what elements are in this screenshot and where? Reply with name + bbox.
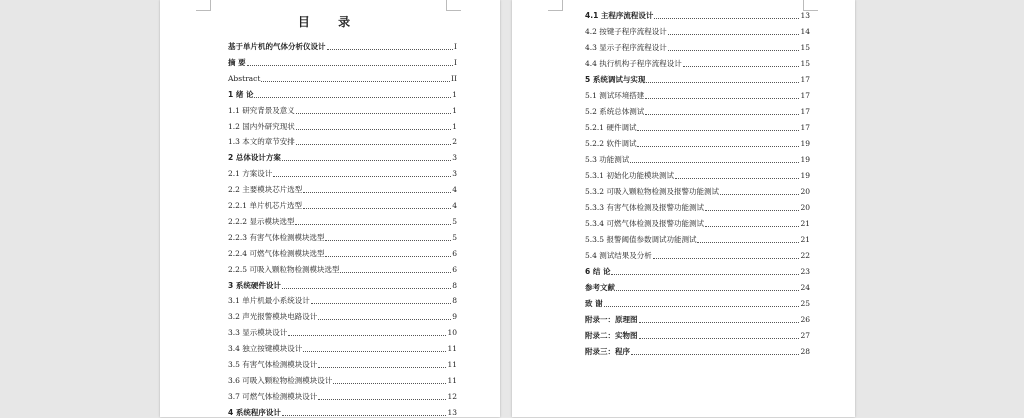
toc-leader-dots (630, 162, 799, 163)
toc-entry[interactable] (228, 40, 457, 52)
toc-leader-dots (654, 18, 799, 19)
toc-leader-dots (318, 367, 446, 368)
toc-entry-page: 11 (447, 344, 457, 354)
crop-mark (196, 0, 211, 11)
toc-entry[interactable] (585, 265, 810, 277)
toc-entry[interactable] (228, 390, 457, 402)
toc-entry-title: 基于单片机的气体分析仪设计 (228, 42, 326, 51)
document-page-left (160, 0, 500, 417)
toc-entry[interactable] (228, 199, 457, 211)
toc-entry-title: 4.3 显示子程序流程设计 (585, 43, 667, 52)
toc-entry-title: 3.4 独立按键模块设计 (228, 344, 303, 354)
toc-entry-page: 15 (800, 43, 810, 52)
toc-entry-title: 1.1 研究背景及意义 (228, 105, 295, 115)
toc-leader-dots (325, 256, 451, 257)
toc-entry-page: 23 (800, 267, 810, 276)
toc-entry-page: 4 (452, 185, 457, 195)
toc-entry-title: 2.1 方案设计 (228, 169, 273, 179)
toc-entry-page: 4 (452, 201, 457, 210)
toc-leader-dots (705, 210, 799, 211)
toc-entry[interactable] (228, 104, 457, 116)
toc-entry-title: 3.5 有害气体检测模块设计 (228, 360, 318, 369)
toc-entry[interactable] (585, 153, 810, 165)
toc-entry[interactable] (228, 215, 457, 227)
toc-entry-page: 3 (452, 153, 457, 163)
toc-entry-page: 15 (800, 59, 810, 68)
toc-entry[interactable] (585, 121, 810, 133)
toc-entry-page: 11 (447, 375, 457, 385)
toc-entry-page: 19 (800, 155, 810, 164)
toc-entry-page: 20 (800, 203, 810, 212)
toc-leader-dots (645, 114, 799, 115)
crop-mark (446, 0, 461, 11)
toc-entry-title: 1.2 国内外研究现状 (228, 121, 295, 131)
toc-entry-page: 14 (800, 27, 810, 36)
toc-entry-page: 5 (452, 232, 457, 242)
toc-leader-dots (333, 383, 446, 384)
toc-entry[interactable] (228, 120, 457, 132)
toc-leader-dots (254, 97, 451, 98)
toc-entry[interactable] (228, 342, 457, 354)
toc-entry[interactable] (228, 263, 457, 275)
toc-entry[interactable] (585, 297, 810, 309)
toc-entry-title: 2.2.1 单片机芯片选型 (228, 201, 302, 210)
toc-entry-title: 5.4 测试结果及分析 (585, 251, 652, 260)
toc-entry-page: 1 (452, 89, 457, 99)
toc-entry-title: 5.3.3 有害气体检测及报警功能测试 (585, 203, 704, 212)
toc-entry-title: 2.2.2 显示模块选型 (228, 216, 295, 226)
toc-leader-dots (646, 82, 799, 83)
toc-leader-dots (296, 129, 451, 130)
toc-entry-page: 27 (800, 331, 810, 340)
toc-leader-dots (282, 415, 447, 416)
toc-entry-page: 26 (800, 315, 810, 324)
toc-entry-title: 5 系统调试与实现 (585, 75, 646, 84)
toc-leader-dots (282, 288, 451, 289)
toc-leader-dots (318, 319, 451, 320)
toc-entry[interactable] (585, 185, 810, 197)
toc-entry-title: 6 结 论 (585, 267, 611, 276)
toc-entry[interactable] (585, 105, 810, 117)
toc-entry-page: II (451, 73, 457, 83)
toc-entry[interactable] (228, 406, 457, 418)
toc-entry[interactable] (585, 137, 810, 149)
toc-entry-page: 5 (452, 216, 457, 226)
toc-entry-title: 3.2 声光报警模块电路设计 (228, 312, 318, 322)
toc-entry-title: 5.2 系统总体测试 (585, 107, 645, 116)
toc-entry-title: 摘 要 (228, 57, 246, 67)
toc-entry-title: 5.2.1 硬件调试 (585, 123, 637, 132)
toc-leader-dots (261, 81, 450, 82)
toc-leader-dots (697, 242, 799, 243)
toc-leader-dots (247, 65, 453, 66)
toc-leader-dots (296, 144, 451, 145)
crop-mark (548, 0, 563, 11)
toc-leader-dots (683, 66, 800, 67)
toc-entry-page: 21 (800, 219, 810, 228)
toc-entry[interactable] (585, 89, 810, 101)
toc-entry-title: 附录三：程序 (585, 347, 630, 356)
toc-leader-dots (325, 240, 451, 241)
toc-entry[interactable] (585, 41, 810, 53)
toc-entry-page: 3 (452, 169, 457, 179)
toc-entry[interactable] (585, 73, 810, 85)
toc-entry-page: I (454, 42, 457, 51)
toc-entry-title: 致 谢 (585, 299, 603, 308)
toc-entry[interactable] (228, 279, 457, 291)
toc-entry-title: 5.3.1 初始化功能模块测试 (585, 171, 674, 180)
toc-entry-title: 5.3 功能测试 (585, 155, 630, 164)
toc-entry-title: 2.2.4 可燃气体检测模块选型 (228, 248, 325, 258)
toc-entry-page: 10 (447, 328, 457, 338)
toc-leader-dots (318, 399, 446, 400)
toc-entry[interactable] (228, 294, 457, 306)
toc-entry[interactable] (228, 358, 457, 370)
toc-entry-page: 24 (800, 283, 810, 292)
toc-leader-dots (616, 290, 799, 291)
toc-entry-page: 6 (452, 248, 457, 258)
toc-entry-page: 11 (447, 360, 457, 369)
toc-entry[interactable] (228, 247, 457, 259)
toc-entry[interactable] (585, 201, 810, 213)
toc-entry[interactable] (585, 281, 810, 293)
toc-entry[interactable] (228, 88, 457, 100)
toc-entry-title: 1 绪 论 (228, 89, 254, 99)
toc-leader-dots (637, 130, 799, 131)
toc-entry-title: 5.2.2 软件调试 (585, 139, 637, 148)
toc-leader-dots (631, 354, 799, 355)
toc-entry-page: 17 (800, 91, 810, 100)
toc-entry[interactable] (585, 233, 810, 245)
toc-entry-title: 5.3.2 可吸入颗粒物检测及报警功能测试 (585, 187, 719, 196)
document-page-right (512, 0, 855, 417)
toc-entry-page: 17 (800, 107, 810, 116)
toc-entry-page: 1 (452, 105, 457, 115)
toc-entry-title: 3 系统硬件设计 (228, 280, 281, 290)
toc-leader-dots (303, 351, 446, 352)
toc-entry[interactable] (228, 167, 457, 179)
toc-entry-page: 13 (447, 407, 457, 417)
toc-entry[interactable] (585, 217, 810, 229)
toc-entry-title: 参考文献 (585, 283, 615, 292)
toc-leader-dots (645, 98, 799, 99)
toc-leader-dots (639, 338, 800, 339)
toc-entry-title: 2.2 主要模块芯片选型 (228, 185, 303, 195)
toc-entry[interactable] (228, 183, 457, 195)
toc-entry-title: 4.1 主程序流程设计 (585, 11, 654, 20)
toc-entry[interactable] (585, 25, 810, 37)
toc-entry-title: 4.2 按键子程序流程设计 (585, 27, 667, 36)
toc-entry[interactable] (228, 326, 457, 338)
toc-entry-title: 4.4 执行机构子程序流程设计 (585, 59, 682, 68)
toc-entry-title: 附录一：原理图 (585, 315, 638, 324)
toc-leader-dots (705, 226, 799, 227)
toc-entry-title: 1.3 本文的章节安排 (228, 137, 295, 147)
toc-entry-page: 19 (800, 139, 810, 148)
toc-entry-page: 21 (800, 235, 810, 244)
toc-entry[interactable] (585, 249, 810, 261)
toc-entry-title: 5.3.4 可燃气体检测及报警功能测试 (585, 219, 704, 228)
toc-leader-dots (288, 335, 446, 336)
toc-entry-page: 8 (452, 296, 457, 306)
toc-leader-dots (311, 303, 451, 304)
toc-entry[interactable] (585, 329, 810, 341)
toc-entry-title: 5.1 测试环境搭建 (585, 91, 645, 100)
toc-leader-dots (327, 49, 454, 50)
toc-entry-page: 22 (800, 251, 810, 260)
toc-entry[interactable] (228, 310, 457, 322)
toc-entry-page: 28 (800, 347, 810, 356)
toc-leader-dots (675, 178, 799, 179)
toc-entry[interactable] (585, 57, 810, 69)
toc-entry-page: 20 (800, 187, 810, 196)
toc-leader-dots (720, 194, 799, 195)
toc-leader-dots (296, 113, 451, 114)
toc-entry-title: 3.7 可燃气体检测模块设计 (228, 391, 318, 401)
toc-entry[interactable] (585, 9, 810, 21)
toc-leader-dots (668, 34, 800, 35)
toc-entry-page: 13 (800, 11, 810, 20)
toc-entry-title: 附录二：实物图 (585, 331, 638, 340)
toc-entry-title: Abstract (228, 73, 261, 83)
toc-entry-page: I (454, 57, 457, 67)
toc-title: 目 录 (297, 15, 363, 29)
toc-leader-dots (604, 306, 800, 307)
toc-leader-dots (653, 258, 800, 259)
toc-entry-page: 2 (452, 137, 457, 147)
toc-entry-title: 2.2.3 有害气体检测模块选型 (228, 232, 325, 242)
toc-leader-dots (303, 208, 451, 209)
toc-entry-title: 2.2.5 可吸入颗粒物检测模块选型 (228, 264, 340, 274)
toc-leader-dots (273, 176, 451, 177)
toc-entry[interactable] (228, 135, 457, 147)
toc-entry[interactable] (228, 231, 457, 243)
toc-entry-title: 5.3.5 报警阈值参数调试功能测试 (585, 235, 697, 244)
toc-leader-dots (637, 146, 799, 147)
toc-entry-page: 19 (800, 171, 810, 180)
toc-entry-title: 3.3 显示模块设计 (228, 328, 288, 338)
toc-entry[interactable] (228, 72, 457, 84)
toc-entry-title: 4 系统程序设计 (228, 407, 281, 417)
toc-leader-dots (303, 192, 451, 193)
toc-entry[interactable] (228, 56, 457, 68)
toc-leader-dots (639, 322, 800, 323)
toc-leader-dots (611, 274, 799, 275)
toc-entry-page: 8 (452, 280, 457, 290)
toc-entry-page: 6 (452, 264, 457, 274)
toc-entry-page: 17 (800, 75, 810, 84)
toc-entry-page: 12 (447, 391, 457, 401)
toc-entry-page: 17 (800, 123, 810, 132)
toc-entry[interactable] (228, 151, 457, 163)
toc-entry[interactable] (585, 169, 810, 181)
toc-entry[interactable] (585, 345, 810, 357)
toc-entry-title: 3.1 单片机最小系统设计 (228, 296, 310, 306)
toc-leader-dots (282, 160, 451, 161)
toc-entry-title: 3.6 可吸入颗粒物检测模块设计 (228, 375, 333, 385)
toc-entry[interactable] (228, 374, 457, 386)
toc-leader-dots (295, 224, 451, 225)
toc-entry-page: 1 (452, 121, 457, 131)
toc-leader-dots (668, 50, 800, 51)
toc-entry-page: 25 (800, 299, 810, 308)
toc-entry[interactable] (585, 313, 810, 325)
toc-leader-dots (340, 272, 451, 273)
toc-entry-page: 9 (452, 312, 457, 322)
toc-entry-title: 2 总体设计方案 (228, 153, 281, 163)
